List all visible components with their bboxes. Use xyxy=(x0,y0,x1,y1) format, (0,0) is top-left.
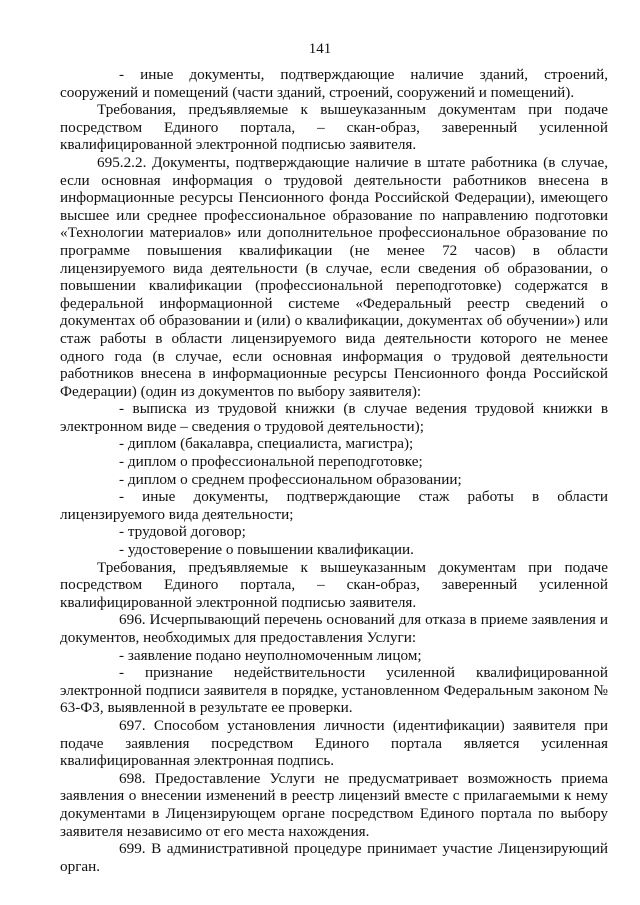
paragraph-list-item: - признание недействительности усиленной квалифицированной электронной подписи заявителя в порядке, установленном Федеральным законом № 63-ФЗ, выявленной в результате ее проверки. xyxy=(60,664,608,717)
paragraph-clause-697: 697. Способом установления личности (идентификации) заявителя при подаче заявления посредством Единого портала является усиленная квалифицированная электронная подпись. xyxy=(60,716,608,770)
paragraph-list-item: - иные документы, подтверждающие стаж работы в области лицензируемого вида деятельности; xyxy=(60,488,608,523)
paragraph-list-item: - удостоверение о повышении квалификации. xyxy=(119,541,414,559)
paragraph-list-item: - иные документы, подтверждающие наличие зданий, строений, сооружений и помещений (части зданий, строений, сооружений и помещений). xyxy=(60,66,608,101)
paragraph-clause-699: 699. В административной процедуре принимает участие Лицензирующий орган. xyxy=(60,840,608,875)
paragraph-list-item: - диплом о среднем профессиональном образовании; xyxy=(119,470,462,488)
paragraph-list-item: - трудовой договор; xyxy=(119,523,246,541)
paragraph-clause-696: 696. Исчерпывающий перечень оснований для отказа в приеме заявления и документов, необходимых для предоставления Услуги: xyxy=(60,611,608,646)
paragraph-list-item: - диплом (бакалавра, специалиста, магистра); xyxy=(119,435,414,453)
paragraph-clause-698: 698. Предоставление Услуги не предусматривает возможность приема заявления о внесении изменений в реестр лицензий вместе с прилагаемыми к нему документами в Лицензирующем органе посредством Единого портала по выбору заявителя независимо от его места нахождения. xyxy=(60,769,608,840)
page-number: 141 xyxy=(308,41,332,57)
paragraph-list-item: - заявление подано неуполномоченным лицом; xyxy=(119,646,422,664)
paragraph-requirements: Требования, предъявляемые к вышеуказанным документам при подаче посредством Единого портала, – скан-образ, заверенный усиленной квалифицированной электронной подписью заявителя. xyxy=(60,101,608,154)
paragraph-list-item: - диплом о профессиональной переподготовке; xyxy=(119,453,423,471)
document-body xyxy=(60,66,608,875)
paragraph-requirements: Требования, предъявляемые к вышеуказанным документам при подаче посредством Единого портала, – скан-образ, заверенный усиленной квалифицированной электронной подписью заявителя. xyxy=(60,558,608,611)
paragraph-list-item: - выписка из трудовой книжки (в случае ведения трудовой книжки в электронном виде – сведения о трудовой деятельности); xyxy=(60,400,608,435)
paragraph-clause-695-2-2: 695.2.2. Документы, подтверждающие наличие в штате работника (в случае, если основная информация о трудовой деятельности работников внесена в информационные ресурсы Пенсионного фонда Российской Федерации), имеющего высшее или среднее профессиональное образование по направлению подготовки «Технологии материалов» или дополнительное профессиональное образование по программе повышения квалификации (не менее 72 часов) в области лицензируемого вида деятельности (в случае, если сведения об образовании, о повышении квалификации (профессиональной переподготовке) содержатся в федеральной информационной системе «Федеральный реестр сведений о документах об образовании и (или) о квалификации, документах об обучении») или стаж работы в области лицензируемого вида деятельности которого не менее одного года (в случае, если основная информация о трудовой деятельности работников внесена в информационные ресурсы Пенсионного фонда Российской Федерации) (один из документов по выбору заявителя): xyxy=(60,153,608,400)
